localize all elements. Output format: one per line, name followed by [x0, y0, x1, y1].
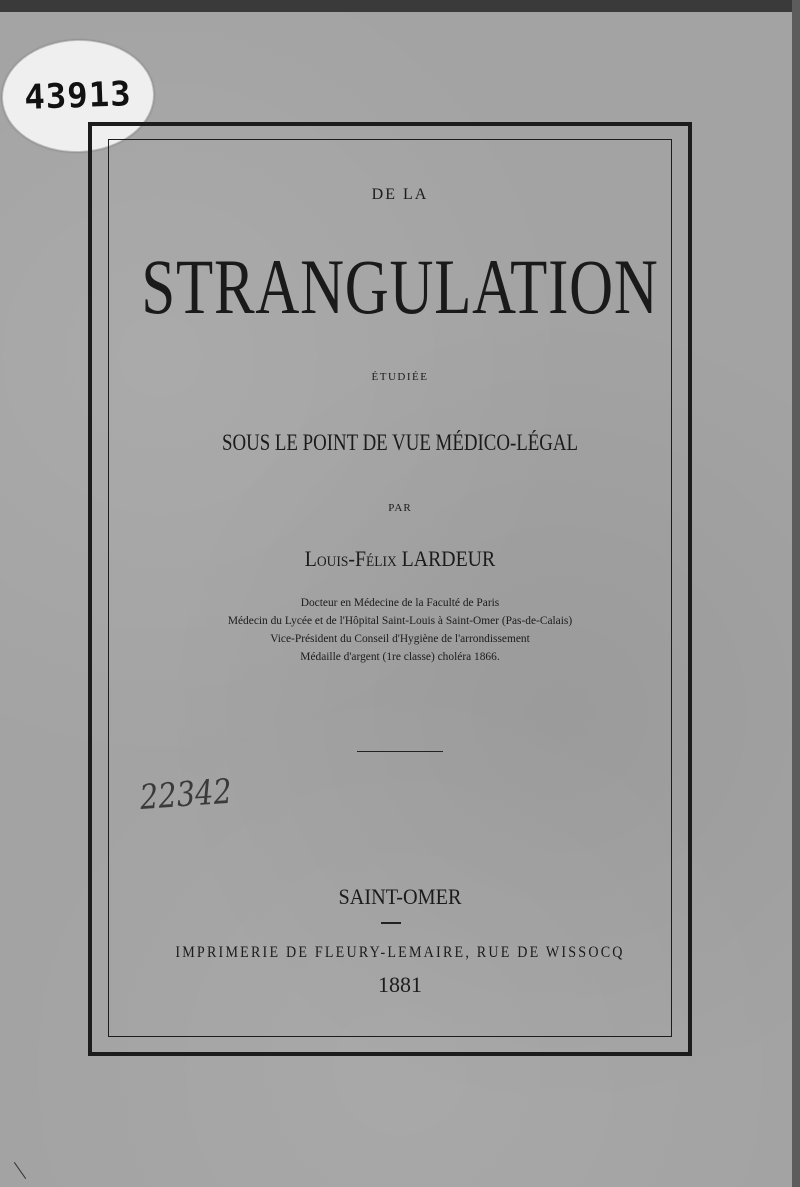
city-dash-rule: [381, 922, 401, 924]
handwritten-note: 22342: [138, 771, 234, 818]
credential-line: Docteur en Médecine de la Faculté de Paris: [300, 595, 500, 609]
main-title: STRANGULATION: [141, 243, 659, 330]
title-prefix: DE LA: [371, 186, 429, 203]
author-name: Louis-Félix LARDEUR: [304, 546, 496, 571]
subtitle: SOUS LE POINT DE VUE MÉDICO-LÉGAL: [221, 430, 579, 455]
spine-edge: [792, 0, 800, 1187]
credential-line: Vice-Président du Conseil d'Hygiène de l'arrondissement: [270, 631, 530, 645]
top-edge: [0, 0, 800, 12]
par-label: PAR: [388, 502, 412, 514]
corner-mark: [14, 1162, 26, 1179]
separator-rule: [357, 751, 443, 752]
credential-line: Médaille d'argent (1re classe) choléra 1866.: [300, 649, 500, 663]
credential-line: Médecin du Lycée et de l'Hôpital Saint-Louis à Saint-Omer (Pas-de-Calais): [227, 613, 573, 627]
title-etudiee: ÉTUDIÉE: [371, 371, 429, 383]
sticker-number: 43913: [23, 74, 133, 118]
imprint-year: 1881: [378, 972, 422, 997]
imprint-city: SAINT-OMER: [338, 884, 462, 909]
imprint-printer: IMPRIMERIE DE FLEURY-LEMAIRE, RUE DE WISSOCQ: [175, 944, 625, 961]
